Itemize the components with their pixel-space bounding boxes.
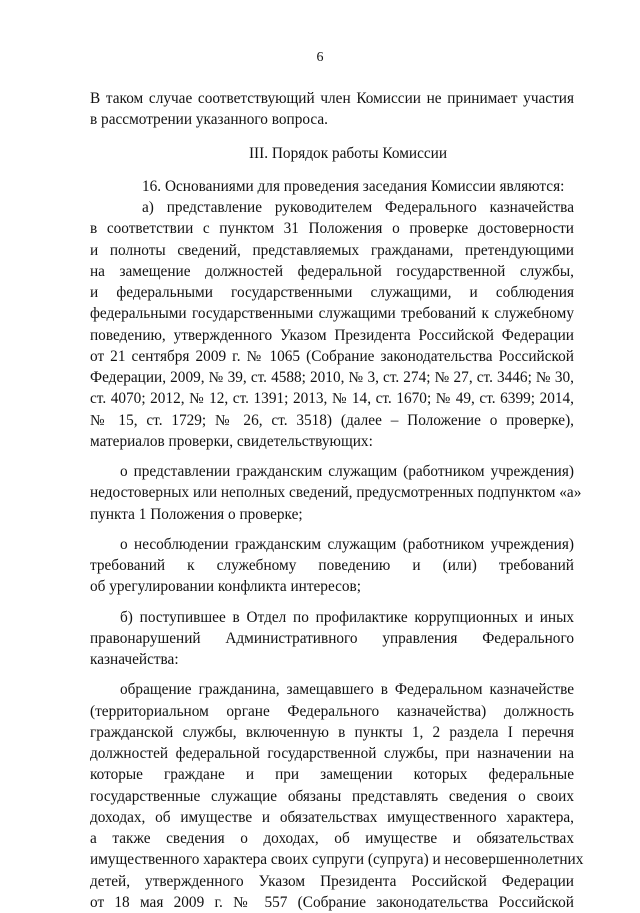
text-line: поведению, утвержденного Указом Президента Российской Федерации: [90, 326, 574, 344]
section-title: III. Порядок работы Комиссии: [248, 144, 448, 162]
paragraph-b-1: [90, 679, 584, 913]
page-number: 6: [316, 50, 324, 65]
text-line: а также сведения о доходах, об имуществе и обязательствах: [90, 830, 574, 847]
text-line: и федеральными государственными служащими, и соблюдения: [90, 284, 574, 301]
text-line: об урегулировании конфликта интересов;: [90, 578, 362, 596]
text-line: В таком случае соответствующий член Комиссии не принимает участия: [90, 90, 574, 107]
section-heading: [90, 143, 574, 164]
text-line: которые граждане и при замещении которых федеральные: [90, 766, 574, 784]
paragraph-a-2: [90, 534, 574, 598]
text-line: Федерации, 2009, № 39, ст. 4588; 2010, № 3, ст. 274; № 27, ст. 3446; № 30,: [90, 369, 574, 386]
text-line: в соответствии с пунктом 31 Положения о проверке достоверности: [90, 220, 574, 238]
paragraph-b: [90, 607, 574, 671]
text-line: доходах, об имуществе и обязательствах имущественного характера,: [90, 808, 574, 826]
text-line: имущественного характера своих супруги (супруга) и несовершеннолетних: [90, 851, 584, 869]
text-line: правонарушений Административного управления Федерального: [90, 629, 574, 647]
text-line: ст. 4070; 2012, № 12, ст. 1391; 2013, № 14, ст. 1670; № 49, ст. 6399; 2014,: [90, 390, 574, 408]
text-line: от 21 сентября 2009 г. № 1065 (Собрание законодательства Российской: [90, 347, 574, 365]
paragraph-intro: [90, 88, 574, 131]
text-line: материалов проверки, свидетельствующих:: [90, 432, 373, 450]
text-line: б) поступившее в Отдел по профилактике коррупционных и иных: [120, 608, 574, 626]
text-line: недостоверных или неполных сведений, предусмотренных подпунктом «а»: [90, 484, 582, 502]
text-line: на замещение должностей федеральной государственной службы,: [90, 262, 574, 280]
text-line: гражданской службы, включенную в пункты 1, 2 раздела I перечня: [90, 723, 574, 741]
text-line: (территориальном органе Федерального казначейства) должность: [90, 702, 574, 720]
text-line: а) представление руководителем Федерального казначейства: [142, 199, 574, 216]
text-line: в рассмотрении указанного вопроса.: [90, 111, 328, 129]
text-line: должностей федеральной государственной службы, при назначении на: [90, 745, 574, 762]
text-line: пункта 1 Положения о проверке;: [90, 505, 303, 523]
text-line: государственные служащие обязаны представлять сведения о своих: [90, 787, 574, 805]
text-line: 16. Основаниями для проведения заседания Комиссии являются:: [142, 177, 565, 195]
text-line: от 18 мая 2009 г. № 557 (Собрание законодательства Российской: [90, 893, 574, 911]
text-line: № 15, ст. 1729; № 26, ст. 3518) (далее – Положение о проверке),: [90, 411, 574, 429]
paragraph-16: [90, 176, 574, 197]
text-line: и полноты сведений, представляемых гражданами, претендующими: [90, 241, 574, 259]
text-line: обращение гражданина, замещавшего в Федеральном казначействе: [120, 681, 574, 699]
paragraph-a: [90, 197, 574, 452]
text-line: требований к служебному поведению и (или) требований: [90, 557, 574, 574]
paragraph-a-1: [90, 461, 582, 525]
text-line: о несоблюдении гражданским служащим (работником учреждения): [120, 535, 574, 553]
text-line: о представлении гражданским служащим (работником учреждения): [120, 463, 574, 480]
text-line: федеральными государственными служащими требований к служебному: [90, 305, 574, 323]
text-line: казначейства:: [90, 651, 179, 668]
document-body: [90, 88, 584, 913]
text-line: детей, утвержденного Указом Президента Российской Федерации: [90, 872, 574, 890]
